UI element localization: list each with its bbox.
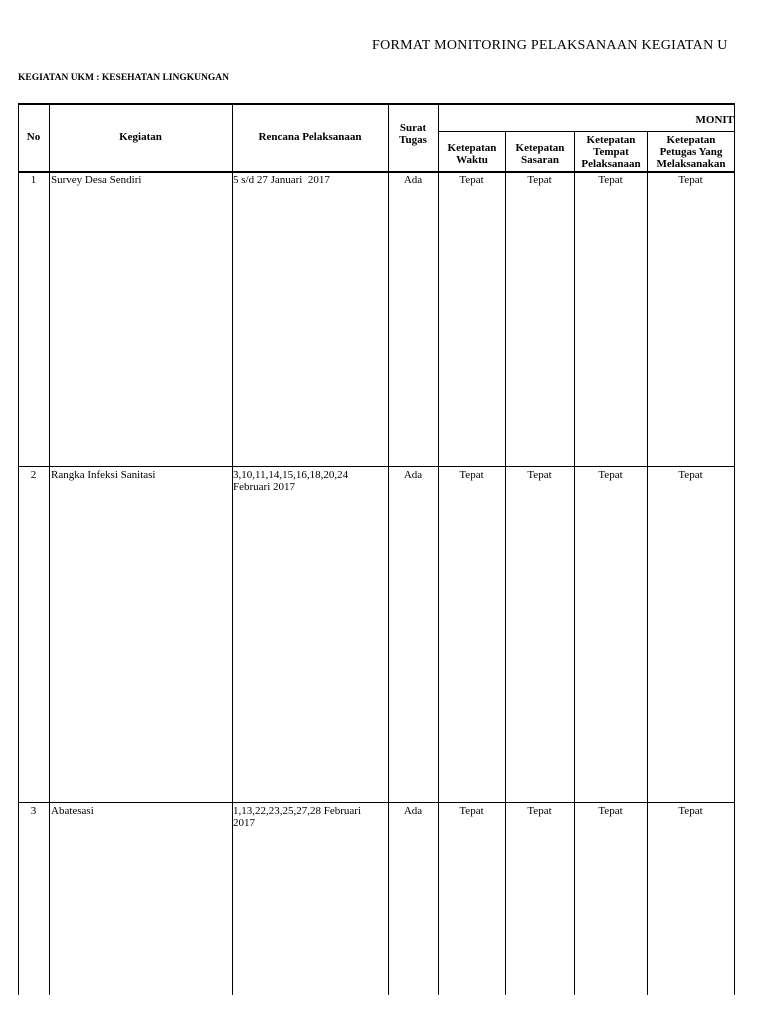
row-1-rencana: 5 s/d 27 Januari 2017 (233, 174, 330, 186)
col-border-surat (438, 104, 439, 995)
row-3-surat-tugas: Ada (403, 805, 423, 817)
row-3-sasaran: Tepat (527, 805, 552, 817)
monitoring-group-divider (438, 131, 735, 132)
col-border-rencana (388, 104, 389, 995)
header-rencana: Rencana Pelaksanaan (258, 131, 362, 143)
header-surat-tugas: Surat Tugas (399, 122, 427, 146)
row-3-rencana: 1,13,22,23,25,27,28 Februari 2017 (233, 805, 362, 829)
row-3-no: 3 (30, 805, 37, 817)
table-top-border (18, 103, 735, 105)
row-1-kegiatan: Survey Desa Sendiri (51, 174, 142, 186)
row-3-petugas: Tepat (678, 805, 703, 817)
row-2-kegiatan: Rangka Infeksi Sanitasi (51, 469, 156, 481)
row-2-rencana: 3,10,11,14,15,16,18,20,24 Februari 2017 (233, 469, 349, 493)
row-2-tempat: Tepat (598, 469, 623, 481)
col-border-tempat (647, 131, 648, 995)
document-title: FORMAT MONITORING PELAKSANAAN KEGIATAN U (372, 38, 728, 53)
header-kegiatan: Kegiatan (119, 131, 162, 143)
col-border-kegiatan (232, 104, 233, 995)
row-2-surat-tugas: Ada (403, 469, 423, 481)
row-1-tempat: Tepat (598, 174, 623, 186)
row-3-waktu: Tepat (459, 805, 484, 817)
row-2-bottom-border (18, 802, 735, 803)
row-1-petugas: Tepat (678, 174, 703, 186)
header-monitoring-group: MONIT (695, 114, 734, 126)
col-border-sasaran (574, 131, 575, 995)
header-ketepatan-tempat: Ketepatan Tempat Pelaksanaan (581, 134, 641, 170)
row-3-tempat: Tepat (598, 805, 623, 817)
document-subtitle: KEGIATAN UKM : KESEHATAN LINGKUNGAN (18, 73, 229, 83)
col-border-no (49, 104, 50, 995)
row-1-no: 1 (30, 174, 37, 186)
header-ketepatan-sasaran: Ketepatan Sasaran (515, 142, 565, 166)
row-1-surat-tugas: Ada (403, 174, 423, 186)
col-border-left (18, 104, 19, 995)
row-2-petugas: Tepat (678, 469, 703, 481)
col-border-waktu (505, 131, 506, 995)
row-2-sasaran: Tepat (527, 469, 552, 481)
header-no: No (26, 131, 41, 143)
row-2-no: 2 (30, 469, 37, 481)
row-1-waktu: Tepat (459, 174, 484, 186)
header-ketepatan-waktu: Ketepatan Waktu (447, 142, 497, 166)
header-ketepatan-petugas: Ketepatan Petugas Yang Melaksanakan (656, 134, 726, 170)
row-1-bottom-border (18, 466, 735, 467)
row-3-kegiatan: Abatesasi (51, 805, 94, 817)
header-bottom-border (18, 171, 735, 173)
row-2-waktu: Tepat (459, 469, 484, 481)
row-1-sasaran: Tepat (527, 174, 552, 186)
col-border-right (734, 104, 735, 995)
